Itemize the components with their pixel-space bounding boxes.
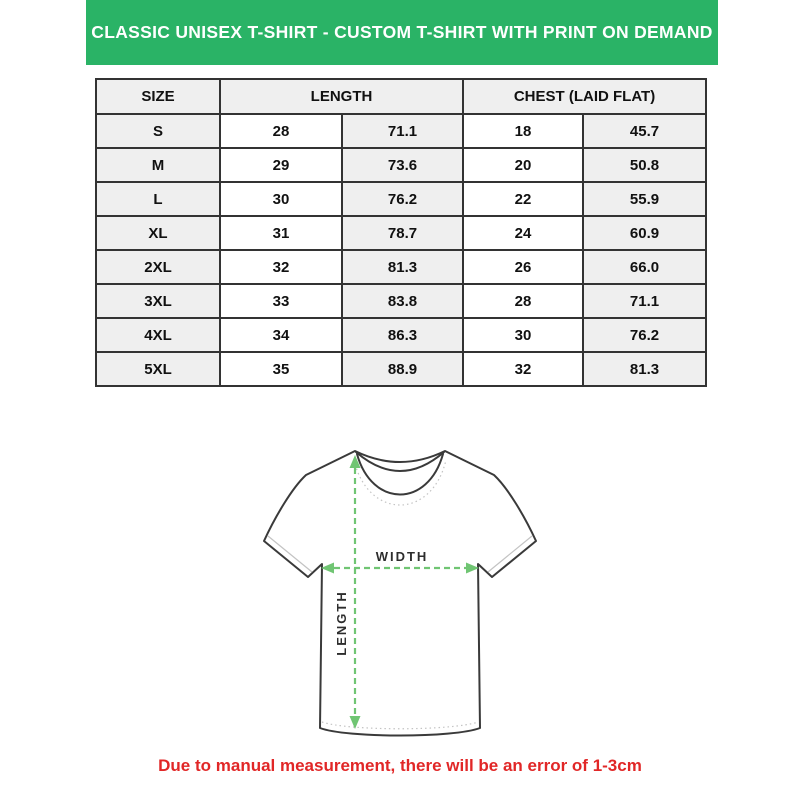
tshirt-diagram [250, 435, 550, 747]
length-cm-cell: 88.9 [342, 352, 463, 386]
length-cm-cell: 81.3 [342, 250, 463, 284]
chest-in-cell: 22 [463, 182, 583, 216]
col-header-size: SIZE [96, 79, 220, 114]
length-cm-cell: 73.6 [342, 148, 463, 182]
size-cell: S [96, 114, 220, 148]
size-cell: XL [96, 216, 220, 250]
length-cm-cell: 83.8 [342, 284, 463, 318]
measurement-note: Due to manual measurement, there will be an error of 1-3cm [158, 756, 642, 775]
table-header-row [96, 79, 706, 114]
chest-in-cell: 28 [463, 284, 583, 318]
length-label: LENGTH [334, 590, 349, 656]
table-row [96, 250, 706, 284]
size-cell: L [96, 182, 220, 216]
footer-note [0, 756, 800, 776]
size-cell: 5XL [96, 352, 220, 386]
size-cell: 3XL [96, 284, 220, 318]
page-title: CLASSIC UNISEX T-SHIRT - CUSTOM T-SHIRT WITH PRINT ON DEMAND [91, 22, 713, 42]
length-in-cell: 29 [220, 148, 342, 182]
table-row [96, 284, 706, 318]
table-row [96, 318, 706, 352]
chest-in-cell: 26 [463, 250, 583, 284]
length-cm-cell: 86.3 [342, 318, 463, 352]
length-in-cell: 31 [220, 216, 342, 250]
size-cell: 4XL [96, 318, 220, 352]
length-cm-cell: 76.2 [342, 182, 463, 216]
chest-cm-cell: 76.2 [583, 318, 706, 352]
chest-cm-cell: 45.7 [583, 114, 706, 148]
length-in-cell: 32 [220, 250, 342, 284]
length-cm-cell: 78.7 [342, 216, 463, 250]
length-cm-cell: 71.1 [342, 114, 463, 148]
chest-cm-cell: 50.8 [583, 148, 706, 182]
chest-in-cell: 32 [463, 352, 583, 386]
chest-in-cell: 18 [463, 114, 583, 148]
chest-cm-cell: 66.0 [583, 250, 706, 284]
table-row [96, 352, 706, 386]
size-chart-table [95, 78, 707, 387]
length-in-cell: 34 [220, 318, 342, 352]
table-row [96, 148, 706, 182]
length-in-cell: 28 [220, 114, 342, 148]
size-cell: M [96, 148, 220, 182]
size-cell: 2XL [96, 250, 220, 284]
table-row [96, 114, 706, 148]
table-row [96, 182, 706, 216]
chest-cm-cell: 81.3 [583, 352, 706, 386]
chest-in-cell: 24 [463, 216, 583, 250]
length-in-cell: 35 [220, 352, 342, 386]
table-row [96, 216, 706, 250]
col-header-length: LENGTH [220, 79, 463, 114]
chest-in-cell: 20 [463, 148, 583, 182]
chest-cm-cell: 55.9 [583, 182, 706, 216]
chest-in-cell: 30 [463, 318, 583, 352]
width-label: WIDTH [375, 549, 429, 564]
chest-cm-cell: 71.1 [583, 284, 706, 318]
chest-cm-cell: 60.9 [583, 216, 706, 250]
length-in-cell: 30 [220, 182, 342, 216]
col-header-chest: CHEST (LAID FLAT) [463, 79, 706, 114]
length-in-cell: 33 [220, 284, 342, 318]
title-banner [86, 0, 718, 65]
